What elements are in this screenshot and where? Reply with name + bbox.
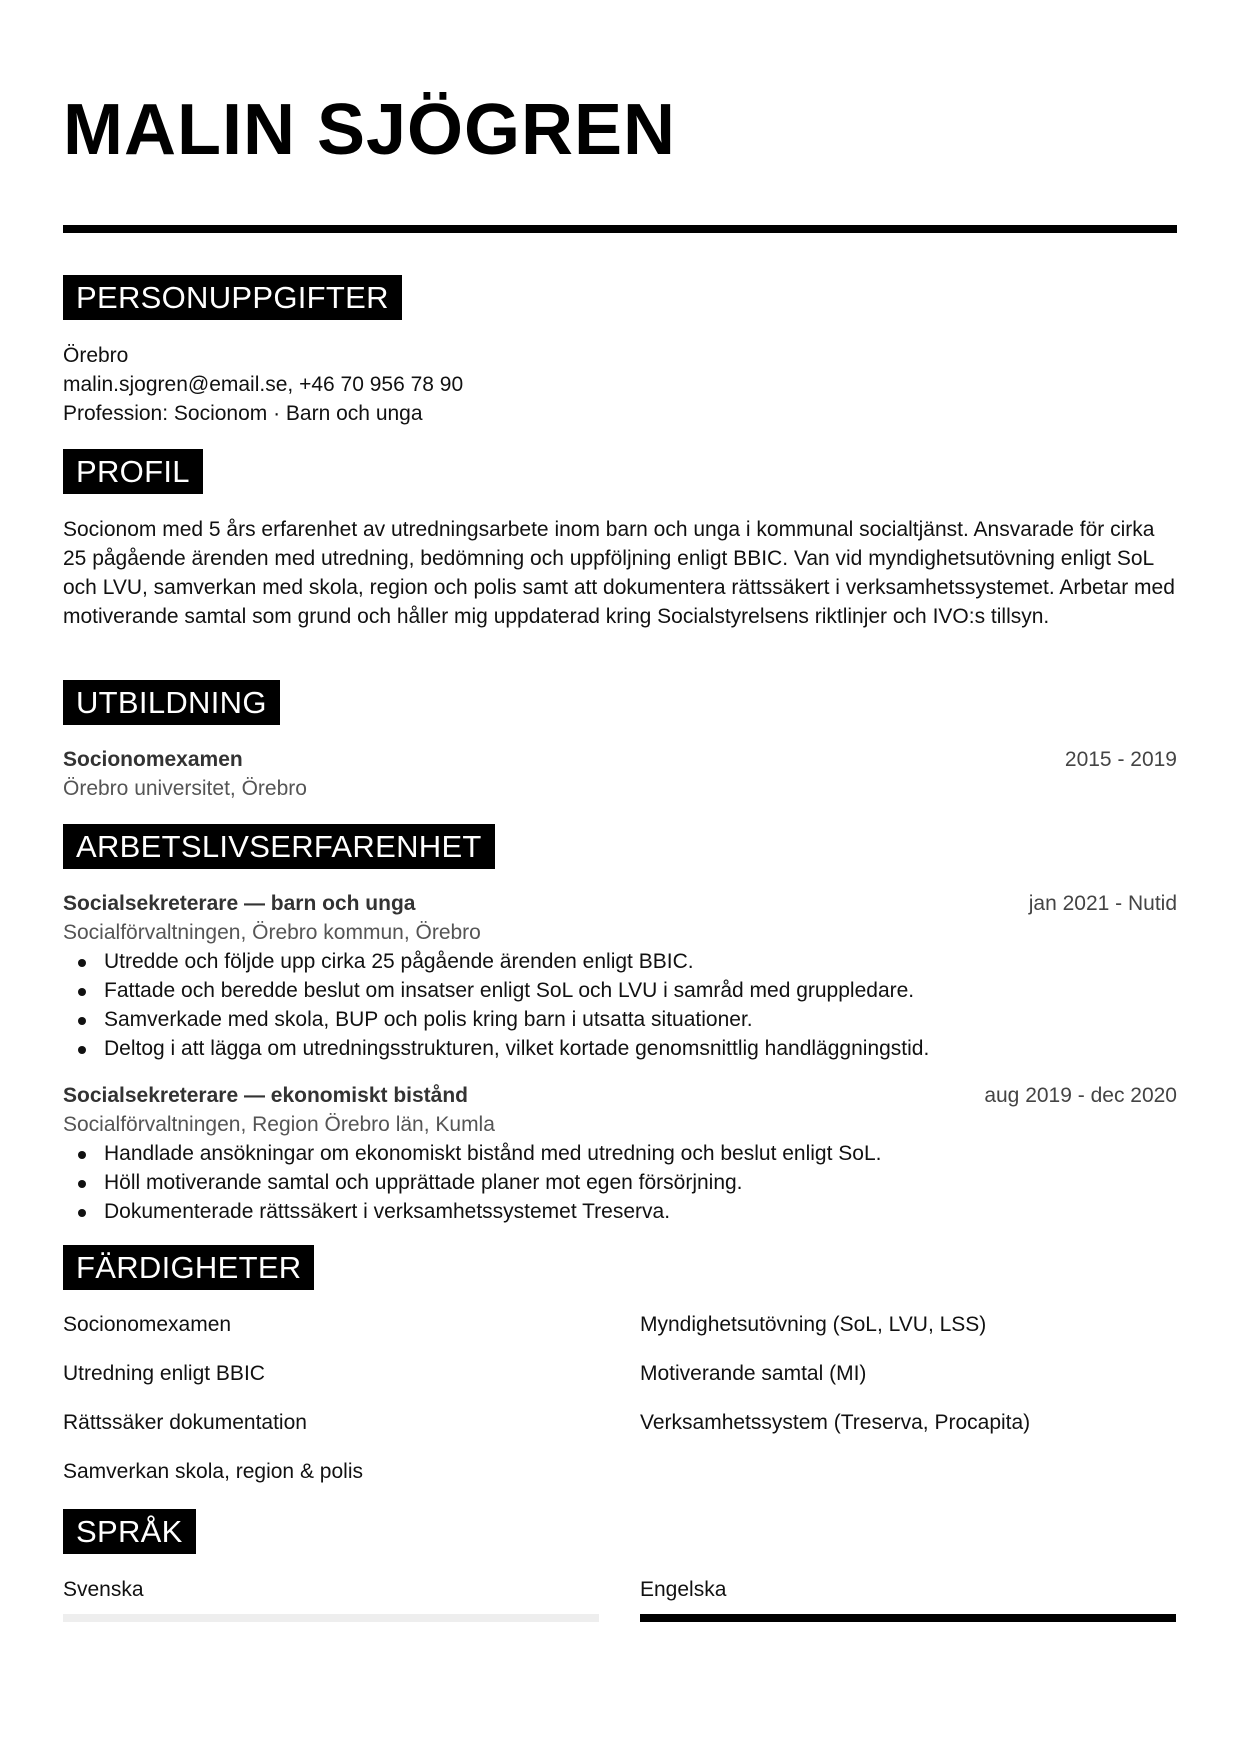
skill-item: Samverkan skola, region & polis <box>63 1460 363 1483</box>
education-school: Örebro universitet, Örebro <box>63 777 307 800</box>
bullet-icon <box>78 959 86 967</box>
bullet-icon <box>78 1017 86 1025</box>
job-duty: Utredde och följde upp cirka 25 pågående ärenden enligt BBIC. <box>63 947 929 976</box>
language-name: Svenska <box>63 1578 144 1601</box>
job-title: Socialsekreterare — barn och unga <box>63 892 416 915</box>
personal-profession: Profession: Socionom · Barn och unga <box>63 402 423 425</box>
bullet-icon <box>78 988 86 996</box>
job-duty: Höll motiverande samtal och upprättade planer mot egen försörjning. <box>63 1168 881 1197</box>
job-duty: Fattade och beredde beslut om insatser enligt SoL och LVU i samråd med gruppledare. <box>63 976 929 1005</box>
bullet-icon <box>78 1151 86 1159</box>
job-employer: Socialförvaltningen, Region Örebro län, Kumla <box>63 1113 495 1136</box>
skill-item: Myndighetsutövning (SoL, LVU, LSS) <box>640 1313 987 1336</box>
skill-item: Rättssäker dokumentation <box>63 1411 307 1434</box>
skill-item: Verksamhetssystem (Treserva, Procapita) <box>640 1411 1031 1434</box>
job-duty: Handlade ansökningar om ekonomiskt bistånd med utredning och beslut enligt SoL. <box>63 1139 881 1168</box>
candidate-name: MALIN SJÖGREN <box>63 90 677 170</box>
language-level-fill <box>640 1614 1176 1622</box>
job-duty: Deltog i att lägga om utredningsstrukturen, vilket kortade genomsnittlig handläggningstid. <box>63 1034 929 1063</box>
skill-item: Socionomexamen <box>63 1313 232 1336</box>
section-heading-languages: SPRÅK <box>63 1509 196 1554</box>
section-heading-profile: PROFIL <box>63 449 203 494</box>
job-dates: aug 2019 - dec 2020 <box>984 1084 1177 1107</box>
header-divider <box>63 225 1177 233</box>
personal-contact: malin.sjogren@email.se, +46 70 956 78 90 <box>63 373 464 396</box>
skill-item: Motiverande samtal (MI) <box>640 1362 867 1385</box>
job-duty: Samverkade med skola, BUP och polis kring barn i utsatta situationer. <box>63 1005 929 1034</box>
education-dates: 2015 - 2019 <box>1064 748 1177 771</box>
education-degree: Socionomexamen <box>63 748 243 771</box>
section-heading-personal: PERSONUPPGIFTER <box>63 275 402 320</box>
bullet-icon <box>78 1180 86 1188</box>
job-duties-list <box>63 947 929 1063</box>
section-heading-experience: ARBETSLIVSERFARENHET <box>63 824 495 869</box>
job-duties-list <box>63 1139 881 1226</box>
bullet-icon <box>78 1209 86 1217</box>
language-level-bar <box>63 1614 599 1622</box>
job-title: Socialsekreterare — ekonomiskt bistånd <box>63 1084 468 1107</box>
section-heading-skills: FÄRDIGHETER <box>63 1245 314 1290</box>
language-name: Engelska <box>640 1578 727 1601</box>
personal-city: Örebro <box>63 344 129 367</box>
language-level-bar <box>640 1614 1176 1622</box>
skill-item: Utredning enligt BBIC <box>63 1362 265 1385</box>
profile-summary: Socionom med 5 års erfarenhet av utredningsarbete inom barn och unga i kommunal socialtjänst. Ansvarade för cirka 25 pågående ärenden med utredning, bedömning och uppföljning enligt BBIC. Van vid myndighetsutövning enligt SoL och LVU, samverkan med skola, region och polis samt att dokumentera rättssäkert i verksamhetssystemet. Arbetar med motiverande samtal som grund och håller mig uppdaterad kring Socialstyrelsens riktlinjer och IVO:s tillsyn. <box>63 518 1175 628</box>
bullet-icon <box>78 1046 86 1054</box>
section-heading-education: UTBILDNING <box>63 680 280 725</box>
job-dates: jan 2021 - Nutid <box>1028 892 1177 915</box>
job-duty: Dokumenterade rättssäkert i verksamhetssystemet Treserva. <box>63 1197 881 1226</box>
job-employer: Socialförvaltningen, Örebro kommun, Örebro <box>63 921 481 944</box>
